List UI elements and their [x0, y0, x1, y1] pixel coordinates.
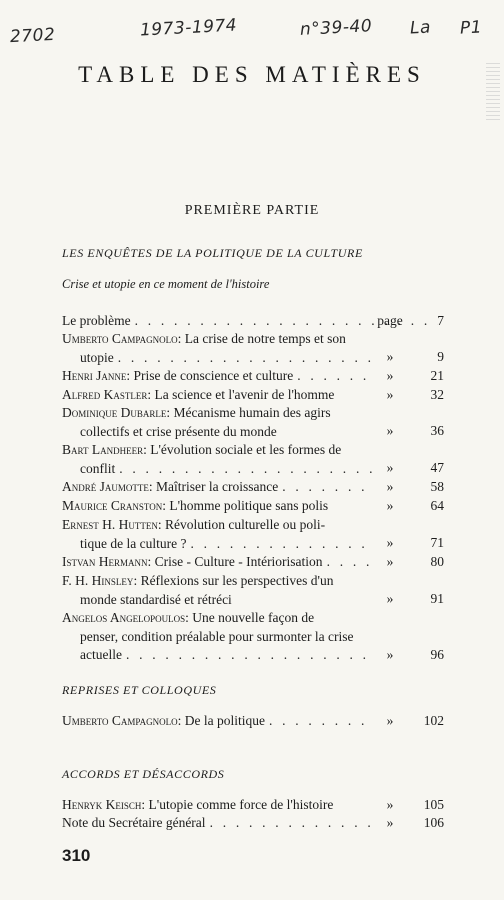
toc-entry: Henryk Keisch: L'utopie comme force de l'histoire » 105	[62, 797, 444, 812]
toc-entry: Dominique Dubarle: Mécanisme humain des agirs collectifs et crise présente du monde » 36	[62, 405, 444, 439]
page-title: TABLE DES MATIÈRES	[78, 62, 426, 87]
toc-entry: Ernest H. Hutten: Révolution culturelle ou poli- tique de la culture ? . . . » 71	[62, 516, 444, 553]
section-heading-reprises: REPRISES ET COLLOQUES	[62, 683, 217, 697]
toc-entry: Alfred Kastler : La science et l'avenir de l'homme » 32	[62, 387, 444, 402]
toc-entry: Henri Janne : Prise de conscience et culture . . . » 21	[62, 367, 444, 386]
toc-entry: André Jaumotte : Maîtriser la croissance . . . » 58	[62, 478, 444, 497]
section-heading-enquetes: LES ENQUÊTES DE LA POLITIQUE DE LA CULTURE	[62, 246, 363, 260]
section-heading-accords: ACCORDS ET DÉSACCORDS	[62, 767, 225, 781]
handwritten-issue: n°39-40	[299, 16, 373, 40]
toc-entry: Istvan Hermann : Crise - Culture - Intériorisation . . . » 80	[62, 553, 444, 572]
toc-entry: F. H. Hinsley: Réflexions sur les perspectives d'un monde standardisé et rétréci » 91	[62, 573, 444, 607]
subsection-heading: Crise et utopie en ce moment de l'histoire	[62, 277, 270, 291]
toc-entry: Le problème . . . page 7	[62, 312, 444, 331]
handwritten-years: 1973-1974	[139, 15, 238, 41]
handwritten-la: La	[409, 17, 432, 39]
toc-entry: Angelos Angelopoulos: Une nouvelle façon de penser, condition préalable pour surmonter la crise actuelle . . . » 96	[62, 609, 444, 665]
toc-entry: Bart Landheer: L'évolution sociale et les formes de conflit . . . » 47	[62, 441, 444, 478]
toc-entry: Umberto Campagnolo : De la politique . . . » 102	[62, 712, 444, 731]
part-heading: PREMIÈRE PARTIE	[184, 203, 320, 218]
handwritten-p1: P1	[459, 17, 483, 39]
page-number: 310	[62, 846, 91, 865]
handwritten-ref: 2702	[9, 24, 56, 48]
toc-entry: Note du Secrétaire général . . . » 106	[62, 814, 444, 833]
toc-entry: Umberto Campagnolo: La crise de notre temps et son utopie . . . » 9	[62, 330, 444, 367]
toc-entry: Maurice Cranston: L'homme politique sans polis » 64	[62, 498, 444, 513]
